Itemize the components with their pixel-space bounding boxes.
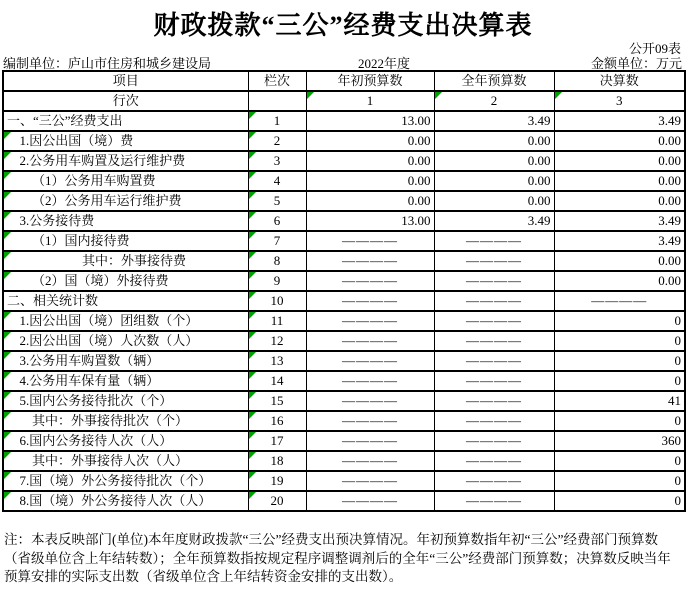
line-index-label: 行次	[3, 91, 248, 111]
value-cell: 0.00	[434, 131, 554, 151]
line-number-cell: 5	[248, 191, 306, 211]
line-number-cell: 1	[248, 111, 306, 131]
info-row	[0, 53, 686, 70]
project-cell: 4.公务用车保有量（辆）	[3, 371, 248, 391]
table-row	[3, 431, 685, 451]
value-cell: ————	[434, 351, 554, 371]
line-number-cell: 12	[248, 331, 306, 351]
table-row	[3, 231, 685, 251]
line-number-cell: 13	[248, 351, 306, 371]
value-cell: ————	[306, 451, 434, 471]
value-cell: 0.00	[554, 131, 685, 151]
table-row	[3, 131, 685, 151]
project-cell: 其中：外事接待人次（人）	[3, 451, 248, 471]
project-cell: 二、相关统计数	[3, 291, 248, 311]
line-number-cell: 8	[248, 251, 306, 271]
value-cell: 0.00	[434, 171, 554, 191]
value-cell: ————	[306, 391, 434, 411]
project-cell: （2）公务用车运行维护费	[3, 191, 248, 211]
sheet-number-label: 公开09表	[628, 41, 681, 56]
value-cell: ————	[306, 471, 434, 491]
fiscal-year-label: 2022年度	[357, 56, 411, 71]
value-cell: 0.00	[554, 171, 685, 191]
project-cell: 1.因公出国（境）费	[3, 131, 248, 151]
value-cell: 360	[554, 431, 685, 451]
project-cell: 2.公务用车购置及运行维护费	[3, 151, 248, 171]
line-number-cell: 7	[248, 231, 306, 251]
table-row	[3, 171, 685, 191]
value-cell: ————	[306, 351, 434, 371]
line-number-cell: 4	[248, 171, 306, 191]
value-cell: 0.00	[554, 271, 685, 291]
table-row	[3, 451, 685, 471]
page-title: 财政拨款“三公”经费支出决算表	[153, 11, 533, 40]
value-cell: ————	[434, 411, 554, 431]
line-number-cell: 16	[248, 411, 306, 431]
footnote: 注：本表反映部门(单位)本年度财政拨款“三公”经费支出预决算情况。年初预算数指年初“三公”经费部门预算数（省级单位含上年结转数）；全年预算数指按规定程序调整调剂后的全年“三公”经费部门预算数；决算数反映当年预算安排的实际支出数（省级单位含上年结转资金安排的支出数）。	[4, 532, 671, 584]
project-cell: 一、“三公”经费支出	[3, 111, 248, 131]
line-index-blank	[248, 91, 306, 111]
value-cell: ————	[434, 471, 554, 491]
line-number-cell: 6	[248, 211, 306, 231]
project-cell: （2）国（境）外接待费	[3, 271, 248, 291]
value-cell: ————	[434, 451, 554, 471]
table-row	[3, 311, 685, 331]
value-cell: ————	[306, 311, 434, 331]
value-cell: ————	[434, 311, 554, 331]
value-cell: ————	[306, 331, 434, 351]
value-cell: 3.49	[554, 231, 685, 251]
value-cell: 41	[554, 391, 685, 411]
value-cell: ————	[306, 431, 434, 451]
value-cell: ————	[306, 371, 434, 391]
value-cell: ————	[554, 291, 685, 311]
value-cell: 0	[554, 491, 685, 511]
money-unit-label: 金额单位：万元	[590, 56, 682, 71]
value-cell: ————	[434, 391, 554, 411]
column-header-0: 项目	[3, 71, 248, 91]
project-cell: 3.公务用车购置数（辆）	[3, 351, 248, 371]
value-cell: 0.00	[434, 191, 554, 211]
report-table	[2, 70, 686, 512]
value-cell: 0	[554, 411, 685, 431]
value-cell: ————	[434, 251, 554, 271]
value-cell: ————	[434, 491, 554, 511]
line-number-cell: 17	[248, 431, 306, 451]
table-row	[3, 111, 685, 131]
table-row	[3, 191, 685, 211]
line-number-cell: 3	[248, 151, 306, 171]
line-number-cell: 2	[248, 131, 306, 151]
line-index-number-2: 2	[434, 91, 554, 111]
line-number-cell: 20	[248, 491, 306, 511]
table-row	[3, 271, 685, 291]
value-cell: 0.00	[554, 191, 685, 211]
table-row	[3, 371, 685, 391]
table-row	[3, 391, 685, 411]
value-cell: ————	[306, 491, 434, 511]
value-cell: ————	[306, 411, 434, 431]
project-cell: （1）国内接待费	[3, 231, 248, 251]
value-cell: 0.00	[554, 151, 685, 171]
value-cell: ————	[434, 271, 554, 291]
project-cell: 5.国内公务接待批次（个）	[3, 391, 248, 411]
value-cell: 0.00	[554, 251, 685, 271]
table-row	[3, 291, 685, 311]
line-number-cell: 14	[248, 371, 306, 391]
table-row	[3, 491, 685, 511]
value-cell: ————	[306, 251, 434, 271]
line-number-cell: 11	[248, 311, 306, 331]
prepared-by-label: 编制单位：庐山市住房和城乡建设局	[3, 56, 212, 71]
line-index-number-3: 3	[554, 91, 685, 111]
value-cell: 0.00	[306, 171, 434, 191]
value-cell: 3.49	[554, 211, 685, 231]
value-cell: 3.49	[434, 211, 554, 231]
project-cell: 1.因公出国（境）团组数（个）	[3, 311, 248, 331]
table-row	[3, 251, 685, 271]
value-cell: 0	[554, 331, 685, 351]
value-cell: 0	[554, 471, 685, 491]
project-cell: 2.因公出国（境）人次数（人）	[3, 331, 248, 351]
project-cell: 7.国（境）外公务接待批次（个）	[3, 471, 248, 491]
project-cell: 其中：外事接待批次（个）	[3, 411, 248, 431]
table-row	[3, 151, 685, 171]
value-cell: ————	[306, 271, 434, 291]
value-cell: ————	[306, 291, 434, 311]
table-row	[3, 211, 685, 231]
project-cell: （1）公务用车购置费	[3, 171, 248, 191]
column-header-3: 全年预算数	[434, 71, 554, 91]
value-cell: 0	[554, 311, 685, 331]
value-cell: 0.00	[306, 151, 434, 171]
value-cell: 13.00	[306, 111, 434, 131]
project-cell: 6.国内公务接待人次（人）	[3, 431, 248, 451]
table-row	[3, 351, 685, 371]
value-cell: 0.00	[434, 151, 554, 171]
column-header-4: 决算数	[554, 71, 685, 91]
value-cell: ————	[306, 231, 434, 251]
project-cell: 3.公务接待费	[3, 211, 248, 231]
line-number-cell: 19	[248, 471, 306, 491]
value-cell: 13.00	[306, 211, 434, 231]
value-cell: 3.49	[554, 111, 685, 131]
line-number-cell: 18	[248, 451, 306, 471]
value-cell: 0	[554, 351, 685, 371]
value-cell: ————	[434, 331, 554, 351]
report-table-body	[3, 71, 685, 511]
line-index-row	[3, 91, 685, 111]
value-cell: 0.00	[306, 191, 434, 211]
line-number-cell: 10	[248, 291, 306, 311]
table-row	[3, 411, 685, 431]
project-cell: 8.国（境）外公务接待人次（人）	[3, 491, 248, 511]
value-cell: 0	[554, 371, 685, 391]
value-cell: ————	[434, 371, 554, 391]
column-header-1: 栏次	[248, 71, 306, 91]
table-row	[3, 471, 685, 491]
column-header-row	[3, 71, 685, 91]
table-row	[3, 331, 685, 351]
value-cell: 0.00	[306, 131, 434, 151]
value-cell: 3.49	[434, 111, 554, 131]
value-cell: ————	[434, 291, 554, 311]
value-cell: 0	[554, 451, 685, 471]
project-cell: 其中：外事接待费	[3, 251, 248, 271]
line-number-cell: 9	[248, 271, 306, 291]
value-cell: ————	[434, 431, 554, 451]
line-index-number-1: 1	[306, 91, 434, 111]
column-header-2: 年初预算数	[306, 71, 434, 91]
line-number-cell: 15	[248, 391, 306, 411]
value-cell: ————	[434, 231, 554, 251]
